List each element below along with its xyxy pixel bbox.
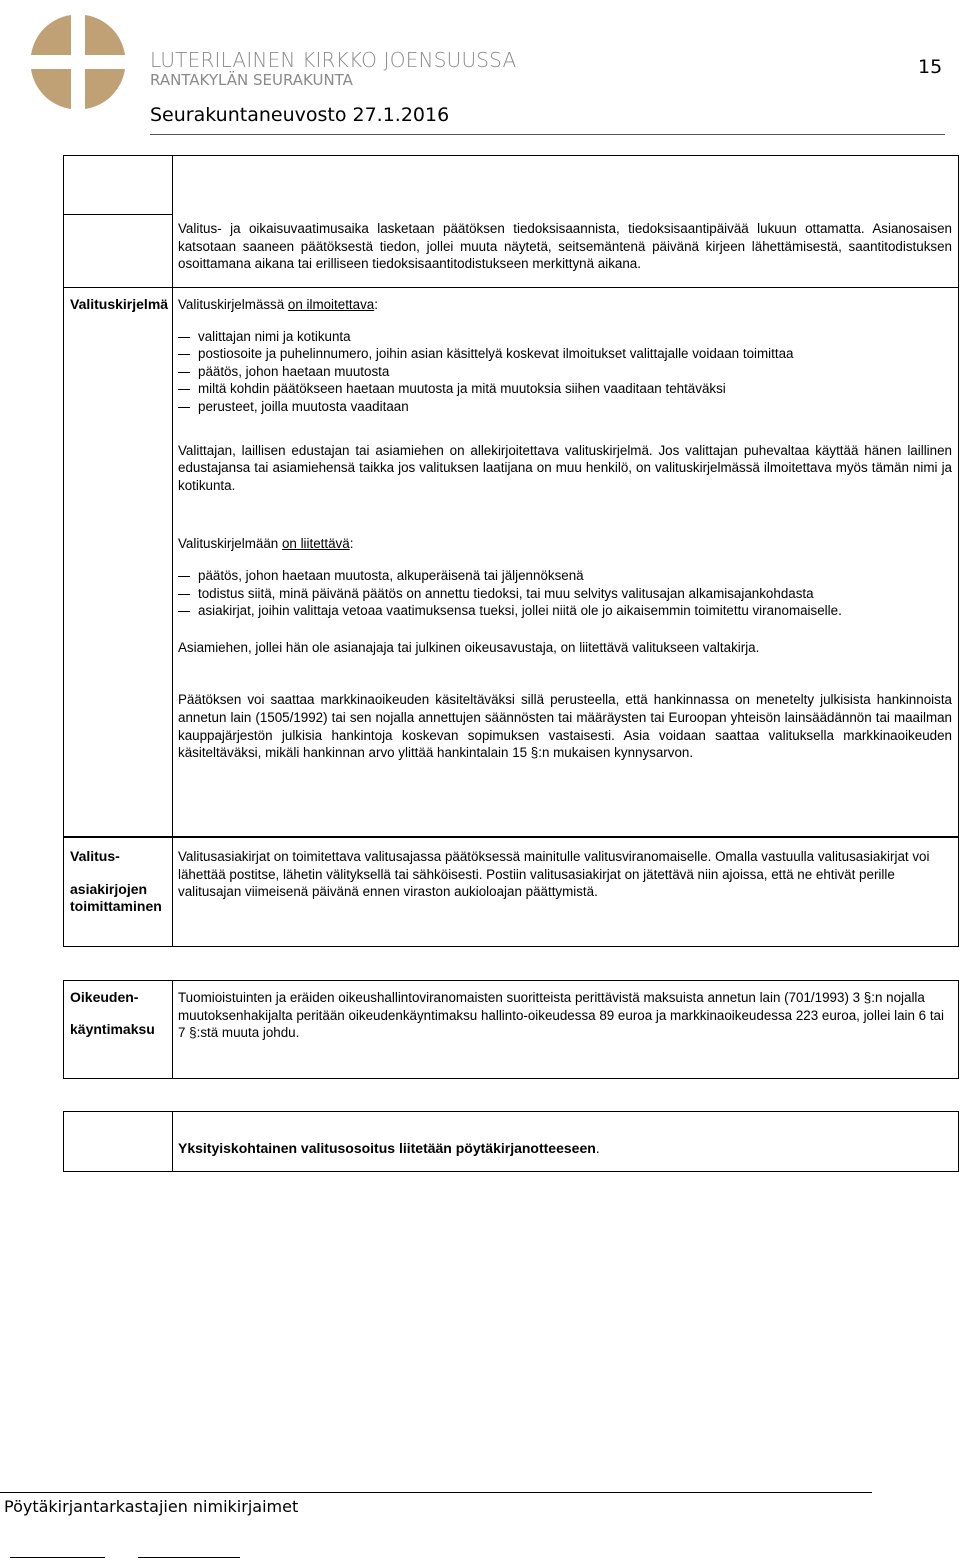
final-note-text: Yksityiskohtainen valitusosoitus liitetään pöytäkirjanotteeseen. (178, 1140, 600, 1156)
row-divider (64, 214, 173, 215)
column-divider (172, 156, 173, 836)
list-item: päätös, johon haetaan muutosta (178, 363, 952, 381)
organization-name: LUTERILAINEN KIRKKO JOENSUUSSA (150, 48, 517, 72)
must-attach-list (178, 567, 952, 620)
list-item: todistus siitä, minä päivänä päätös on annettu tiedoksi, tai muu selvitys valitusajan alkamisajankohdasta (178, 585, 952, 603)
initials-line (10, 1557, 105, 1558)
column-divider (172, 1112, 173, 1171)
column-divider (172, 981, 173, 1078)
valituskirjelma-label: Valituskirjelmä (70, 296, 169, 312)
delivery-text: Valitusasiakirjat on toimitettava valitusajassa päätöksessä mainitulle valitusviranomaiselle. Omalla vastuulla valitusasiakirjat voi lähettää postitse, lähetin välityksellä tai sähköisesti. Postiin valitusasiakirjat on jätettävä niin ajoissa, että ne ehtivät perille valitusajan viimeisenä päivänä ennen viraston aukioloajan päättymistä. (178, 849, 930, 900)
church-logo (30, 14, 126, 110)
list-item: valittajan nimi ja kotikunta (178, 328, 952, 346)
appeal-time-and-letter-section (63, 155, 959, 837)
final-note-section (63, 1111, 959, 1172)
power-of-attorney-paragraph: Asiamiehen, jollei hän ole asianajaja tai julkinen oikeusavustaja, on liitettävä valitukseen valtakirja. (178, 639, 760, 655)
list-item: perusteet, joilla muutosta vaaditaan (178, 398, 952, 416)
court-fee-label: Oikeuden- käyntimaksu (70, 989, 155, 1037)
appeal-time-text: Valitus- ja oikaisuvaatimusaika lasketaan päätöksen tiedoksisaannista, tiedoksisaantipäivää lukuun ottamatta. Asianosaisen katsotaan saaneen päätöksestä tiedon, jollei muuta näytetä, seitsemäntenä päivänä kirjeen lähettämisestä, saantitodistuksen osoittamana aikana tai erilliseen tiedoksisaantitodistukseen merkittynä aikana. (178, 221, 952, 272)
meeting-title: Seurakuntaneuvosto 27.1.2016 (150, 104, 450, 126)
list-item: päätös, johon haetaan muutosta, alkuperäisenä tai jäljennöksenä (178, 567, 952, 585)
signing-paragraph: Valittajan, laillisen edustajan tai asiamiehen on allekirjoitettava valituskirjelmä. Jos valittajan puhevaltaa käyttää hänen laillinen edustajansa tai asiamiehensä taikka jos valituksen laatijana on muu henkilö, on valituskirjelmässä ilmoitettava myös tämän nimi ja kotikunta. (178, 442, 952, 493)
valituskirjelma-content (178, 296, 952, 762)
court-fee-section (63, 980, 959, 1079)
initials-line (138, 1557, 240, 1558)
parish-name: RANTAKYLÄN SEURAKUNTA (150, 71, 353, 89)
court-fee-text: Tuomioistuinten ja eräiden oikeushallintoviranomaisten suoritteista perittävistä maksuista annetun lain (701/1993) 3 §:n nojalla muutoksenhakijalta peritään oikeudenkäyntimaksu hallinto-oikeudessa 89 euroa ja markkinaoikeudessa 223 euroa, jollei lain 6 tai 7 §:stä muuta johdu. (178, 990, 944, 1041)
page-number: 15 (918, 56, 943, 78)
header-rule (150, 134, 945, 135)
delivery-section (63, 837, 959, 947)
list-item: asiakirjat, joihin valittaja vetoaa vaatimuksensa tueksi, jollei niitä ole jo aikaisemmin toimitettu viranomaiselle. (178, 602, 952, 620)
footer-rule (0, 1492, 872, 1493)
initials-label: Pöytäkirjantarkastajien nimikirjaimet (4, 1497, 299, 1516)
must-attach-intro: Valituskirjelmään on liitettävä: (178, 536, 354, 552)
must-state-intro: Valituskirjelmässä on ilmoitettava: (178, 297, 378, 312)
must-state-list (178, 328, 952, 416)
row-divider (64, 287, 958, 288)
market-court-paragraph: Päätöksen voi saattaa markkinaoikeuden käsiteltäväksi sillä perusteella, että hankinnassa on menetelty julkisista hankinnoista annetun lain (1505/1992) tai sen nojalla annettujen säännösten tai määräysten tai Euroopan yhteisön lainsäädännön tai maailman kauppajärjestön julkisia hankintoja koskevan sopimuksen vastaisesti. Asia voidaan saattaa valituksella markkinaoikeuden käsiteltäväksi, mikäli hankinnan arvo ylittää hankintalain 15 §:n mukaisen kynnysarvon. (178, 692, 952, 761)
list-item: miltä kohdin päätökseen haetaan muutosta ja mitä muutoksia siihen vaaditaan tehtäväksi (178, 380, 952, 398)
delivery-label: Valitus- asiakirjojen toimittaminen (70, 848, 162, 914)
column-divider (172, 838, 173, 946)
list-item: postiosoite ja puhelinnumero, joihin asian käsittelyä koskevat ilmoitukset valittajalle voidaan toimittaa (178, 345, 952, 363)
